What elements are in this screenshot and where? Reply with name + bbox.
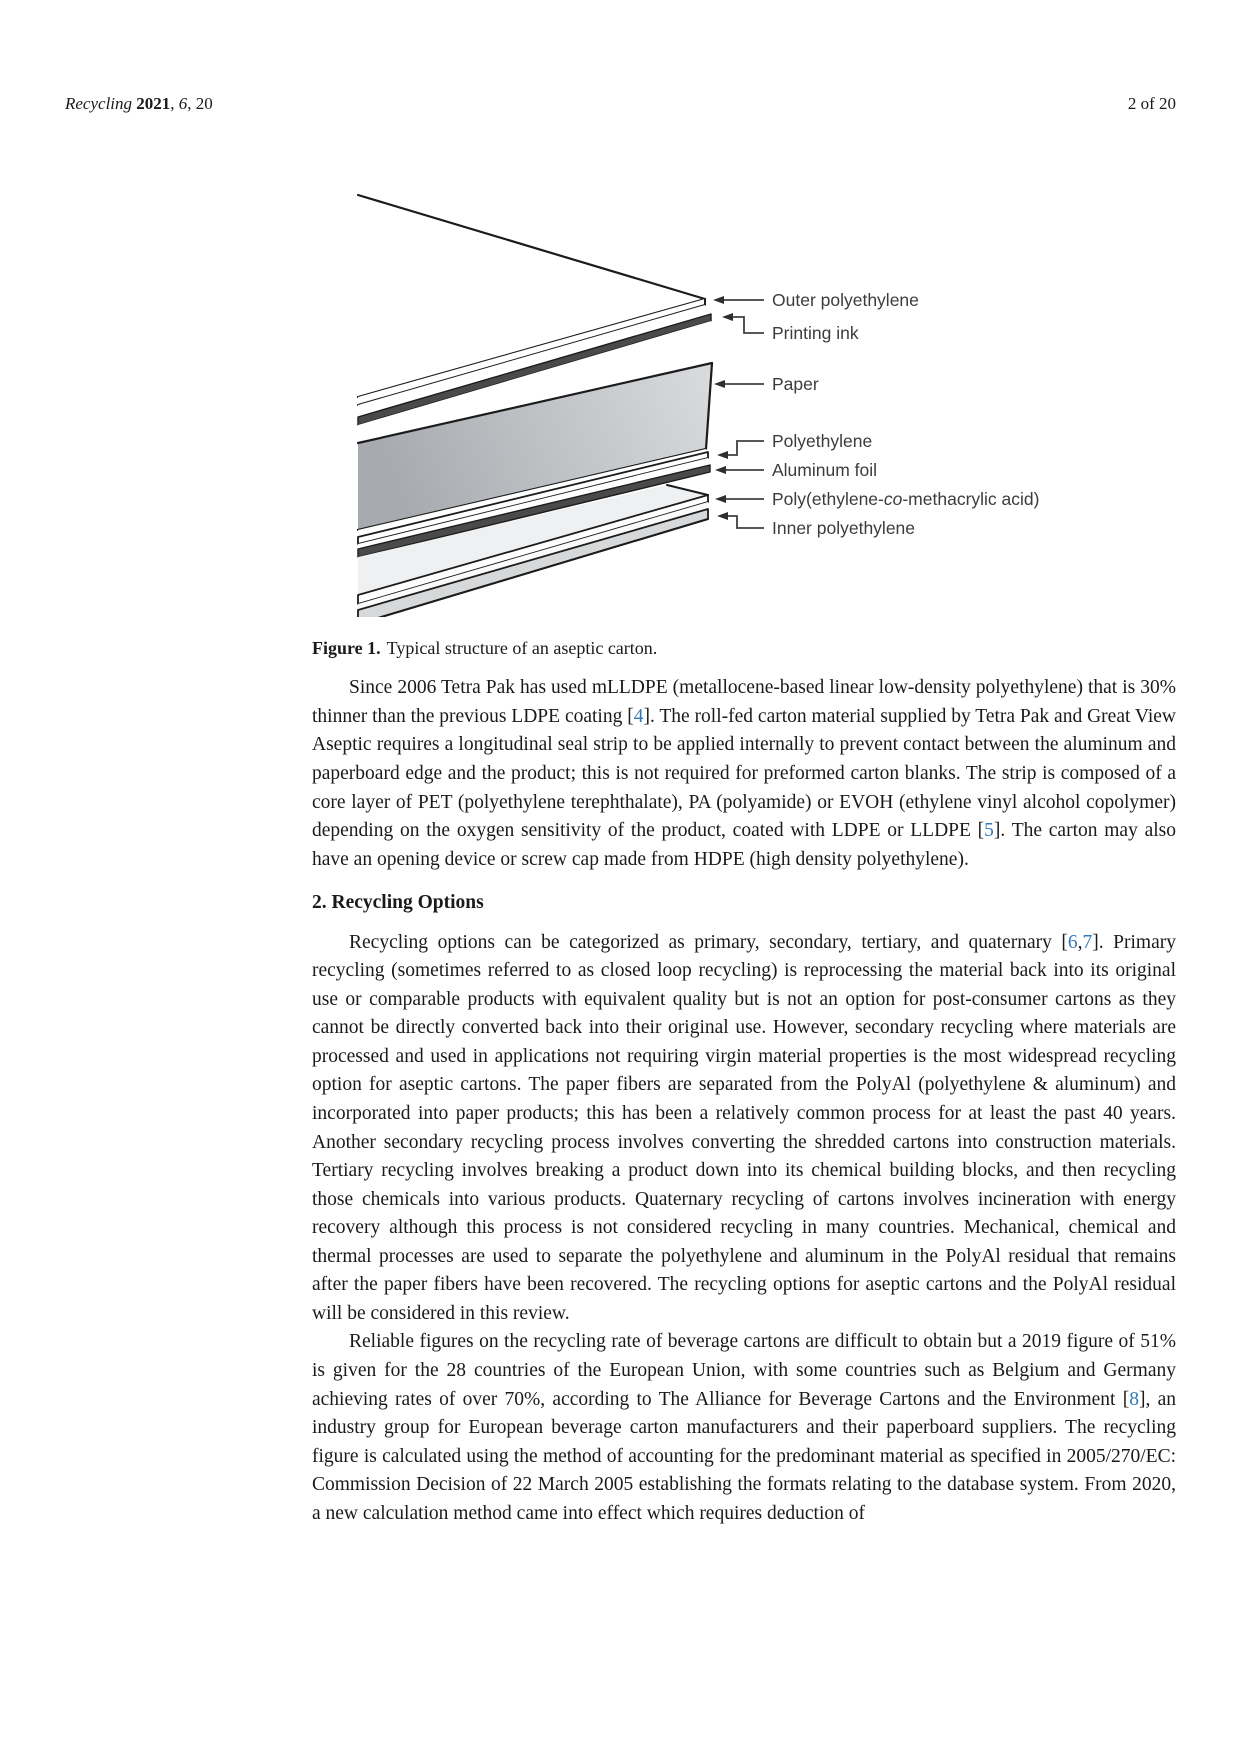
figure1 bbox=[312, 172, 1176, 620]
citation-link[interactable]: 5 bbox=[984, 820, 994, 842]
text-segment: , 20 bbox=[187, 94, 213, 113]
running-header bbox=[65, 94, 1176, 114]
citation-link[interactable]: 8 bbox=[1129, 1388, 1139, 1410]
paragraph-recycling-rates bbox=[312, 1328, 1176, 1528]
figure-label-printing-ink bbox=[772, 322, 859, 344]
figure-label-inner-polyethylene bbox=[772, 517, 915, 539]
text-segment: ]. Primary recycling (sometimes referred to as closed loop recycling) is reprocessing the material back into its original use or comparable products with equivalent quality but is not an option for post-consumer cartons as they cannot be directly converted back into their original use. However, secondary recycling where materials are processed and used in applications not requiring virgin material properties is the most widespread recycling option for aseptic cartons. The paper fibers are separated from the PolyAl (polyethylene & aluminum) and incorporated into paper products; this has been a relatively common process for at least the past 40 years. Another secondary recycling process involves converting the shredded cartons into construction materials. Tertiary recycling involves breaking a product down into its chemical building blocks, and then recycling those chemicals into various products. Quaternary recycling of cartons involves incineration with energy recovery although this process is not considered recycling in many countries. Mechanical, chemical and thermal processes are used to separate the polyethylene and aluminum in the PolyAl residual that remains after the paper fibers have been recovered. The recycling options for aseptic cartons and the PolyAl residual will be considered in this review. bbox=[312, 931, 1176, 1324]
figure1-caption-label: Figure 1. bbox=[312, 638, 381, 658]
paragraph-mlldpe bbox=[312, 674, 1176, 874]
page-number: 2 of 20 bbox=[1127, 94, 1176, 113]
figure-callouts bbox=[722, 300, 764, 528]
text-segment: Since 2006 Tetra Pak has used mLLDPE (metallocene-based linear low-density polyethylene) that is 30% thinner than the previous LDPE coating [ bbox=[312, 677, 1176, 727]
text-segment: ]. The roll-fed carton material supplied by Tetra Pak and Great View Aseptic requires a longitudinal seal strip to be applied internally to prevent contact between the aluminum and paperboard edge and the product; this is not required for preformed carton blanks. The strip is composed of a core layer of PET (polyethylene terephthalate), PA (polyamide) or EVOH (ethylene vinyl alcohol copolymer) depending on the oxygen sensitivity of the product, coated with LDPE or LLDPE [ bbox=[312, 705, 1176, 842]
figure-arrowheads bbox=[713, 296, 733, 520]
figure-label-aluminum-foil bbox=[772, 459, 877, 481]
text-segment: -methacrylic acid) bbox=[902, 489, 1040, 509]
text-segment: Recycling options can be categorized as primary, secondary, tertiary, and quaternary [ bbox=[349, 931, 1068, 953]
paragraph-recycling-categories bbox=[312, 929, 1176, 1329]
main-column bbox=[312, 172, 1176, 1528]
citation-link[interactable]: 4 bbox=[633, 705, 644, 727]
text-segment: 2021 bbox=[136, 94, 171, 113]
figure-label-polyethylene bbox=[772, 430, 872, 452]
text-segment: ]. The carton may also have an opening device or screw cap made from HDPE (high density polyethylene). bbox=[312, 820, 1176, 870]
text-segment: 6 bbox=[178, 94, 188, 113]
carton-layers bbox=[358, 195, 712, 617]
text-segment: Inner polyethylene bbox=[772, 518, 916, 538]
figure1-caption bbox=[312, 636, 1176, 660]
text-segment: Polyethylene bbox=[772, 431, 873, 451]
text-segment: co bbox=[883, 489, 903, 509]
text-segment: ], an industry group for European beverage carton manufacturers and their paperboard suppliers. The recycling figure is calculated using the method of accounting for the predominant material as specified in 2005/270/EC: Commission Decision of 22 March 2005 establishing the formats relating to the database system. From 2020, a new calculation method came into effect which requires deduction of bbox=[312, 1388, 1176, 1524]
figure-label-emaa bbox=[772, 488, 1039, 510]
section-heading-recycling-options: 2. Recycling Options bbox=[312, 892, 484, 914]
figure1-diagram bbox=[312, 172, 1176, 617]
text-segment: Reliable figures on the recycling rate of beverage cartons are difficult to obtain but a 2019 figure of 51% is given for the 28 countries of the European Union, with some countries such as Belgium and Germany achieving rates of over 70%, according to The Alliance for Beverage Cartons and the Environment [ bbox=[312, 1331, 1176, 1410]
text-segment: Aluminum foil bbox=[772, 460, 878, 480]
citation-link[interactable]: 6 bbox=[1067, 931, 1078, 953]
figure-label-paper bbox=[772, 373, 819, 395]
figure-label-outer-polyethylene bbox=[772, 289, 919, 311]
text-segment: Paper bbox=[772, 374, 819, 394]
text-segment: , bbox=[170, 94, 179, 113]
text-segment: Outer polyethylene bbox=[772, 290, 919, 310]
text-segment: , bbox=[1077, 931, 1083, 953]
text-segment: Recycling bbox=[65, 94, 137, 113]
text-segment: Poly(ethylene- bbox=[772, 489, 884, 509]
journal-citation bbox=[65, 94, 213, 114]
figure1-caption-text: Typical structure of an aseptic carton. bbox=[386, 638, 658, 658]
text-segment: Printing ink bbox=[772, 323, 859, 343]
citation-link[interactable]: 7 bbox=[1082, 931, 1093, 953]
